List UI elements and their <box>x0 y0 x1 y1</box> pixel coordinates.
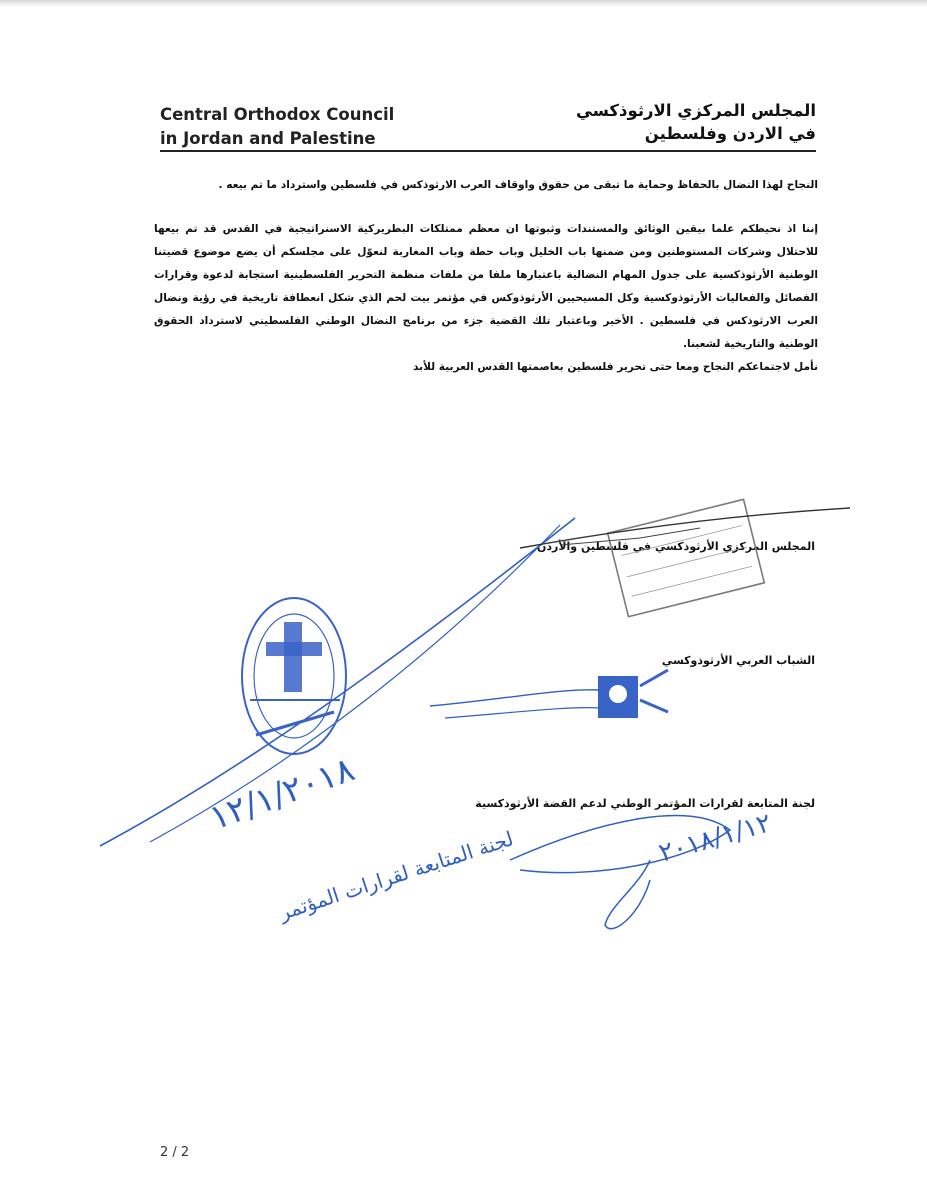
youth-signature-stroke <box>430 690 600 706</box>
page-number: 2 / 2 <box>160 1145 190 1160</box>
letter-paragraph-3: نأمل لاجتماعكم النجاح ومعا حتى تحرير فلسطين بعاصمتها القدس العربية للأبد <box>413 361 818 373</box>
letterhead-english-line1: Central Orthodox Council <box>160 105 395 124</box>
letterhead-english-line2: in Jordan and Palestine <box>160 129 376 148</box>
signatory-youth: الشباب العربي الأرثوذوكسي <box>661 654 815 667</box>
palestine-stamp <box>242 598 346 754</box>
handwritten-date-left: ١٢/١/٢٠١٨ <box>204 749 360 839</box>
handwritten-date-right: ٢٠١٨/١/١٢ <box>655 808 775 869</box>
letter-paragraph-1: النجاح لهذا النضال بالحفاظ وحماية ما تبقى من حقوق واوقاف العرب الارثوذكس في فلسطين واسترداد ما تم بيعه . <box>218 179 818 191</box>
youth-signature-stroke-2 <box>445 708 600 718</box>
signatory-council: المجلس المركزي الأرثوذكسي في فلسطين والأردن <box>536 540 815 553</box>
letter-paragraph-2: إننا اذ نحيطكم علما بيقين الوثائق والمستندات وثبوتها ان معظم ممتلكات البطريركية الاسنراتيجية في القدس قد تم بيعها للاحتلال وشركات المستوطنين ومن ضمنها باب الخليل وباب حطة وباب المغاربة لنعوّل على مجلسكم أن يضع موضوع قضيتنا الوطنية الأرثوذكسية على جدول المهام النضالية باعتبارها ملفا من ملفات منظمة التحرير الفلسطينية استجابة لدعوة وقرارات الفصائل والفعاليات الأرثوذوكسية وكل المسيحيين الأرثوذوكس في مؤتمر بيت لحم الذي شكل انعطافة تاريخية في رؤية ونضال العرب الارثوذكس في فلسطين . الأخير وباعتبار تلك القضية جزء من برنامج النضال الوطني الفلسطيني لاسترداد الحقوق الوطنية والتاريخية لشعبنا. <box>154 223 818 350</box>
pen-stroke-long <box>100 518 575 846</box>
cross-icon <box>284 622 302 692</box>
signatory-committee: لجنة المتابعة لقرارات المؤتمر الوطني لدعم القضة الأرثوذكسية <box>475 797 815 810</box>
letterhead-arabic-line2: في الاردن وفلسطين <box>644 124 816 143</box>
youth-stamp <box>598 670 668 718</box>
handwritten-committee-note: لجنة المتابعة لقرارات المؤتمر <box>276 826 517 925</box>
letterhead-arabic-line1: المجلس المركزي الارثوذكسي <box>575 101 816 120</box>
